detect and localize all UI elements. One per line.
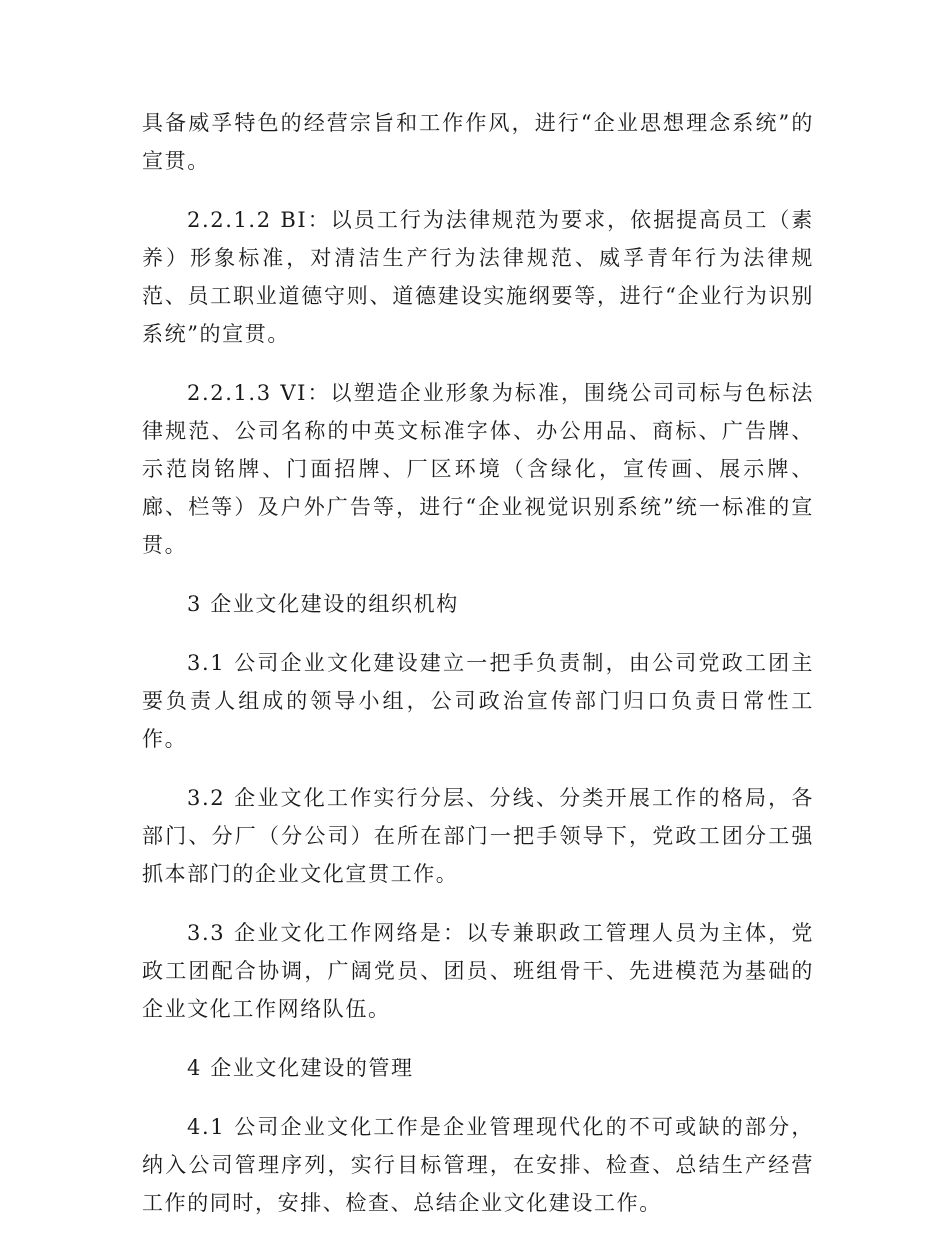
paragraph-3-3: 3.3 企业文化工作网络是：以专兼职政工管理人员为主体，党政工团配合协调，广阔党员、团员、班组骨干、先进模范为基础的企业文化工作网络队伍。: [142, 921, 814, 1021]
paragraph-3-2: 3.2 企业文化工作实行分层、分线、分类开展工作的格局，各部门、分厂（分公司）在所在部门一把手领导下，党政工团分工强抓本部门的企业文化宣贯工作。: [142, 786, 814, 886]
paragraph-4-1: 4.1 公司企业文化工作是企业管理现代化的不可或缺的部分，纳入公司管理序列，实行目标管理，在安排、检查、总结生产经营工作的同时，安排、检查、总结企业文化建设工作。: [142, 1115, 814, 1215]
paragraph-continuation: 具备威孚特色的经营宗旨和工作作风，进行“企业思想理念系统”的宣贯。: [142, 111, 814, 173]
paragraph-2-2-1-3: 2.2.1.3 VI：以塑造企业形象为标准，围绕公司司标与色标法律规范、公司名称的中英文标准字体、办公用品、商标、广告牌、示范岗铭牌、门面招牌、厂区环境（含绿化，宣传画、展示牌、廊、栏等）及户外广告等，进行“企业视觉识别系统”统一标准的宣贯。: [142, 381, 814, 557]
section-heading-4: 4 企业文化建设的管理: [187, 1056, 414, 1080]
paragraph-3-1: 3.1 公司企业文化建设建立一把手负责制，由公司党政工团主要负责人组成的领导小组，公司政治宣传部门归口负责日常性工作。: [142, 651, 814, 751]
paragraph-2-2-1-2: 2.2.1.2 BI：以员工行为法律规范为要求，依据提高员工（素养）形象标准，对清洁生产行为法律规范、威孚青年行为法律规范、员工职业道德守则、道德建设实施纲要等，进行“企业行为识别系统”的宣贯。: [142, 208, 814, 346]
document-body: [142, 104, 814, 1243]
section-heading-3: 3 企业文化建设的组织机构: [187, 592, 459, 616]
